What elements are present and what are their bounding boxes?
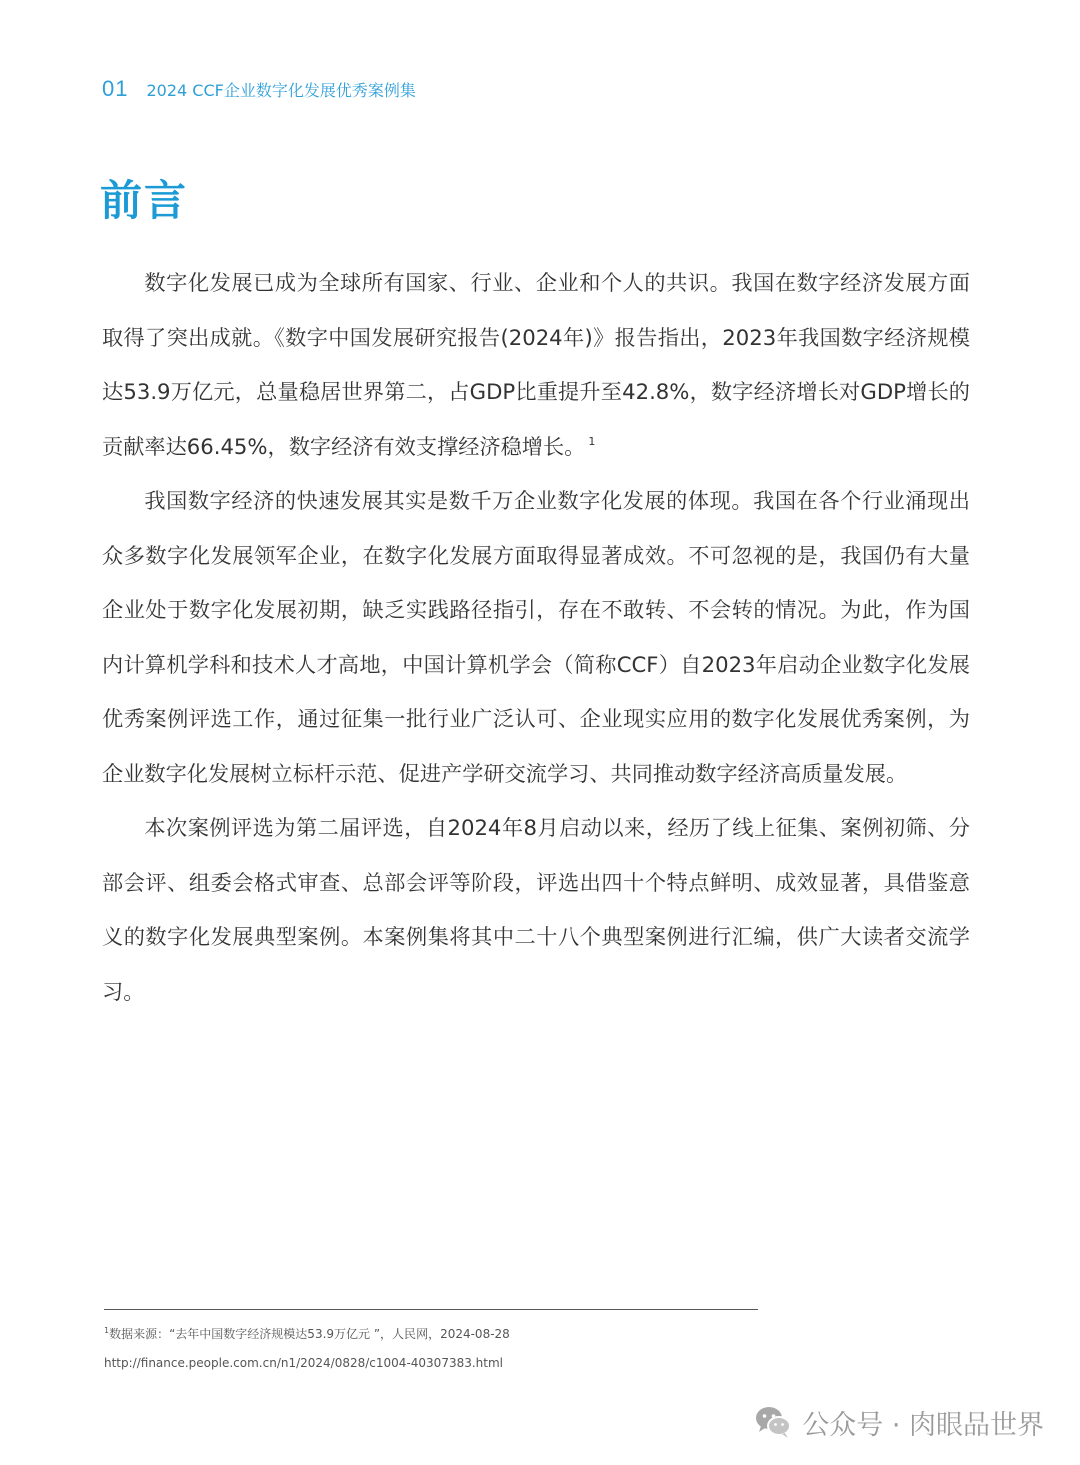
watermark: [754, 1400, 1044, 1444]
footnote-source: [104, 1320, 804, 1349]
footnote-source-text: 数据来源：“去年中国数字经济规模达53.9万亿元 ”，人民网，2024-08-28: [109, 1327, 510, 1341]
page-number: 01: [102, 76, 129, 101]
paragraph-1: [102, 256, 970, 474]
paragraph-2: 我国数字经济的快速发展其实是数千万企业数字化发展的体现。我国在各个行业涌现出众多数字化发展领军企业，在数字化发展方面取得显著成效。不可忽视的是，我国仍有大量企业处于数字化发展初期，缺乏实践路径指引，存在不敢转、不会转的情况。为此，作为国内计算机学科和技术人才高地，中国计算机学会（简称CCF）自2023年启动企业数字化发展优秀案例评选工作，通过征集一批行业广泛认可、企业现实应用的数字化发展优秀案例，为企业数字化发展树立标杆示范、促进产学研交流学习、共同推动数字经济高质量发展。: [102, 488, 970, 786]
footnote-url[interactable]: http://finance.people.com.cn/n1/2024/0828/c1004-40307383.html: [104, 1356, 503, 1370]
wechat-icon: [754, 1405, 792, 1439]
footnote-mark: 1: [104, 1326, 110, 1335]
footnote-divider: [104, 1309, 758, 1310]
document-title: 2024 CCF企业数字化发展优秀案例集: [146, 80, 416, 100]
section-title: 前言: [100, 176, 189, 225]
watermark-text: 公众号 · 肉眼品世界: [802, 1409, 1044, 1441]
paragraph-3: 本次案例评选为第二届评选，自2024年8月启动以来，经历了线上征集、案例初筛、分部会评、组委会格式审查、总部会评等阶段，评选出四十个特点鲜明、成效显著，具借鉴意义的数字化发展典型案例。本案例集将其中二十八个典型案例进行汇编，供广大读者交流学习。: [102, 815, 970, 1004]
page-header: [102, 74, 416, 104]
body-text: [102, 256, 970, 1019]
paragraph-1-text: 数字化发展已成为全球所有国家、行业、企业和个人的共识。我国在数字经济发展方面取得了突出成就。《数字中国发展研究报告(2024年)》报告指出，2023年我国数字经济规模达53.9万亿元，总量稳居世界第二，占GDP比重提升至42.8%，数字经济增长对GDP增长的贡献率达66.45%，数字经济有效支撑经济稳增长。: [102, 270, 970, 459]
footnote-reference[interactable]: 1: [588, 435, 596, 449]
footnote: [104, 1320, 804, 1378]
